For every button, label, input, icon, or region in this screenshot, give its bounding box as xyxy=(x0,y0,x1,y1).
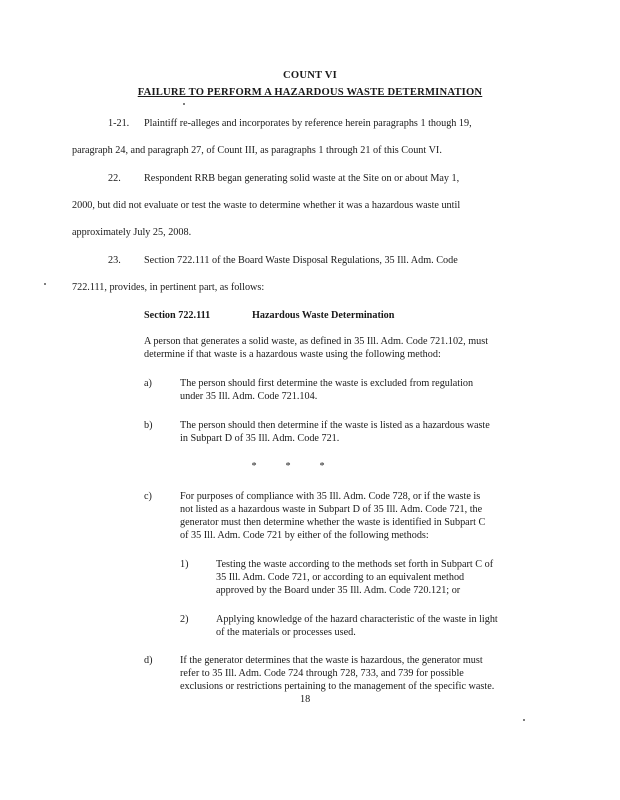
item-text: under 35 Ill. Adm. Code 721.104. xyxy=(180,391,318,402)
quote-intro: A person that generates a solid waste, as defined in 35 Ill. Adm. Code 721.102, must xyxy=(144,336,489,347)
item-text: refer to 35 Ill. Adm. Code 724 through 728, 733, and 739 for possible xyxy=(180,668,464,679)
item-text: The person should first determine the waste is excluded from regulation xyxy=(180,378,474,389)
item-text: If the generator determines that the waste is hazardous, the generator must xyxy=(180,655,483,666)
paragraph-text: approximately July 25, 2008. xyxy=(72,227,192,238)
item-text: of 35 Ill. Adm. Code 721 by either of the following methods: xyxy=(180,530,429,541)
subitem-text: approved by the Board under 35 Ill. Adm. Code 720.121; or xyxy=(216,585,461,596)
subitem-text: Testing the waste according to the methods set forth in Subpart C of xyxy=(216,559,494,570)
paragraph-number: 22. xyxy=(108,173,121,184)
item-text: in Subpart D of 35 Ill. Adm. Code 721. xyxy=(180,433,340,444)
subitem-label: 1) xyxy=(180,559,189,570)
ellipsis-marks xyxy=(237,461,339,473)
paragraph-text: Plaintiff re-alleges and incorporates by reference herein paragraphs 1 though 19, xyxy=(144,118,472,129)
ellipsis-star: * xyxy=(251,461,257,472)
count-heading: COUNT VI xyxy=(283,70,337,81)
scan-speck xyxy=(44,283,46,285)
item-text: The person should then determine if the waste is listed as a hazardous waste xyxy=(180,420,490,431)
page-number: 18 xyxy=(300,694,311,705)
paragraph-text: 722.111, provides, in pertinent part, as follows: xyxy=(72,282,265,293)
paragraph-text: 2000, but did not evaluate or test the waste to determine whether it was a hazardous waste until xyxy=(72,200,461,211)
ellipsis-star: * xyxy=(285,461,291,472)
item-text: not listed as a hazardous waste in Subpart D of 35 Ill. Adm. Code 721, the xyxy=(180,504,483,515)
scan-speck xyxy=(183,103,185,105)
paragraph-text: Section 722.111 of the Board Waste Disposal Regulations, 35 Ill. Adm. Code xyxy=(144,255,458,266)
item-text: generator must then determine whether the waste is identified in Subpart C xyxy=(180,517,486,528)
paragraph-number: 1-21. xyxy=(108,118,130,129)
item-label: a) xyxy=(144,378,152,389)
section-number: Section 722.111 xyxy=(144,310,211,321)
item-text: For purposes of compliance with 35 Ill. Adm. Code 728, or if the waste is xyxy=(180,491,481,502)
subitem-label: 2) xyxy=(180,614,189,625)
subitem-text: of the materials or processes used. xyxy=(216,627,356,638)
section-title: Hazardous Waste Determination xyxy=(252,310,395,321)
count-title: FAILURE TO PERFORM A HAZARDOUS WASTE DETERMINATION xyxy=(137,87,483,98)
subitem-text: Applying knowledge of the hazard characteristic of the waste in light xyxy=(216,614,498,625)
paragraph-text: Respondent RRB began generating solid waste at the Site on or about May 1, xyxy=(144,173,460,184)
item-label: d) xyxy=(144,655,153,666)
paragraph-number: 23. xyxy=(108,255,121,266)
ellipsis-star: * xyxy=(319,461,325,472)
quote-intro: determine if that waste is a hazardous waste using the following method: xyxy=(144,349,441,360)
subitem-text: 35 Ill. Adm. Code 721, or according to an equivalent method xyxy=(216,572,465,583)
scan-speck xyxy=(523,719,525,721)
item-label: c) xyxy=(144,491,152,502)
item-label: b) xyxy=(144,420,153,431)
paragraph-text: paragraph 24, and paragraph 27, of Count III, as paragraphs 1 through 21 of this Count VI. xyxy=(72,145,442,156)
item-text: exclusions or restrictions pertaining to the management of the specific waste. xyxy=(180,681,495,692)
